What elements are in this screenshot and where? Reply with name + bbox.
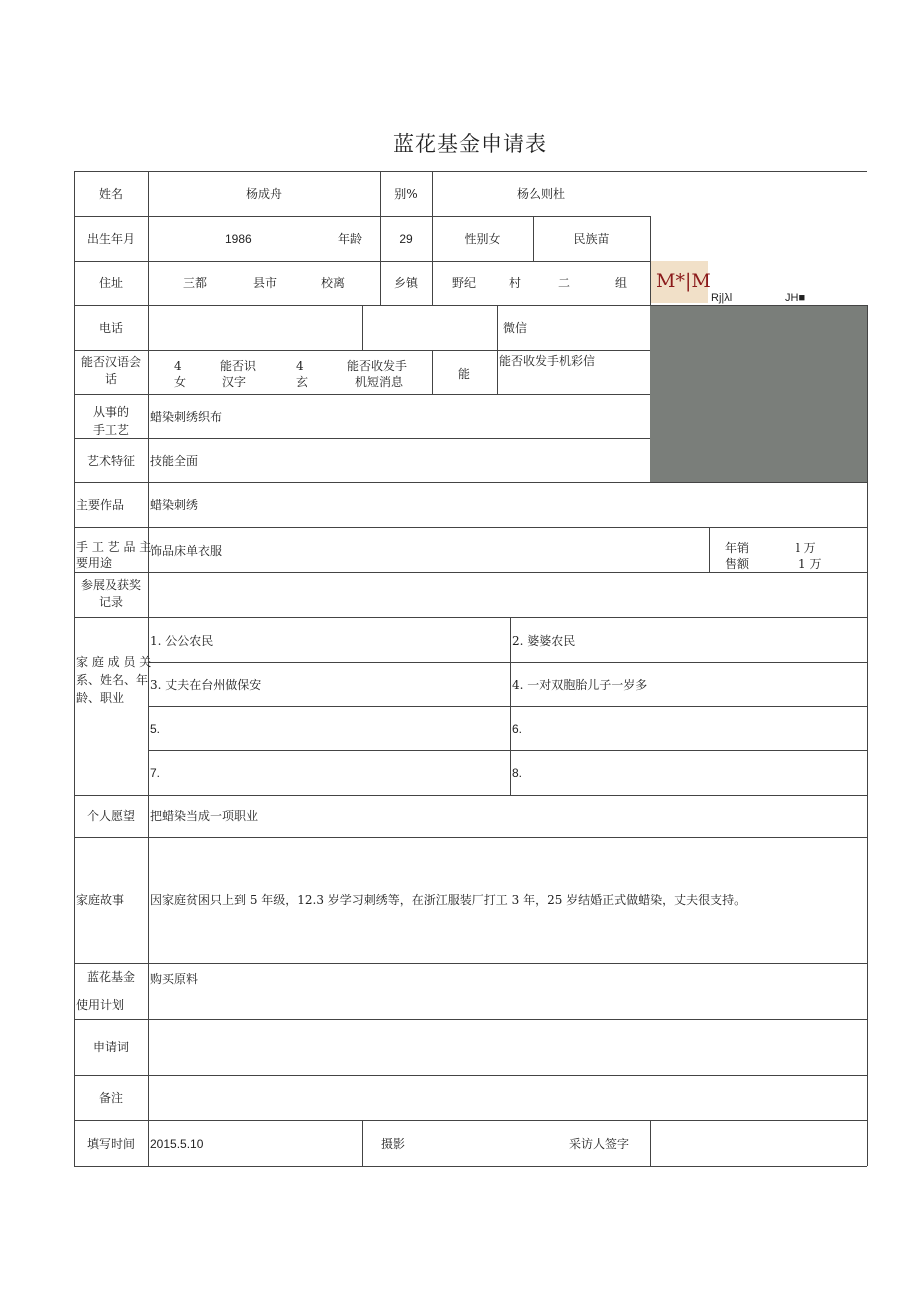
sales-label-2: 售额	[725, 557, 750, 571]
grid-line	[709, 527, 710, 572]
craft-label-1: 从事的	[92, 405, 129, 419]
grid-line	[74, 216, 650, 217]
gender-value: 杨么则杜	[516, 187, 565, 201]
address-group-unit: 组	[615, 276, 628, 290]
age-label: 年龄	[338, 232, 363, 246]
grid-line	[510, 617, 511, 795]
photo-placeholder	[650, 306, 867, 482]
sales-label-1: 年销	[725, 541, 750, 555]
sign-label: 采访人签字	[569, 1137, 630, 1151]
grid-line	[432, 350, 433, 394]
family-label-1: 家 庭 成 员 关	[76, 655, 152, 669]
family-member-7: 7.	[150, 766, 161, 780]
lang-e: 能	[458, 367, 471, 381]
grid-line	[74, 963, 867, 964]
usage-label-1: 手 工 艺 品 主	[76, 540, 152, 554]
story-value: 因家庭贫困只上到 5 年级，12.3 岁学习刺绣等，在浙江服装厂打工 3 年，25 岁结婚正式做蜡染，丈夫很支持。	[150, 893, 747, 907]
address-county-unit: 县市	[253, 276, 278, 290]
grid-line	[74, 1075, 867, 1076]
age-value: 29	[399, 232, 413, 246]
apply-label: 申请词	[92, 1040, 129, 1054]
lang-f: 能否收发手机彩信	[499, 354, 596, 368]
date-value: 2015.5.10	[150, 1137, 204, 1151]
fund-label-1: 蓝花基金	[86, 970, 135, 984]
grid-line	[650, 216, 651, 305]
lang-b1: 能否识	[220, 359, 257, 373]
lang-label-1: 能否汉语会	[80, 355, 141, 369]
family-label-3: 龄、职业	[76, 691, 125, 705]
family-member-8: 8.	[512, 766, 523, 780]
birth-value: 1986	[225, 232, 252, 246]
grid-line	[74, 1019, 867, 1020]
stamp-sub-2: JH■	[785, 292, 806, 304]
art-label: 艺术特征	[86, 454, 135, 468]
family-member-3: 3. 丈夫在台州做保安	[150, 678, 262, 692]
story-label: 家庭故事	[76, 893, 125, 907]
fund-label-2: 使用计划	[76, 998, 125, 1012]
family-member-2: 2. 婆婆农民	[512, 634, 576, 648]
grid-line	[74, 171, 867, 172]
sales-value-2: 1 万	[798, 557, 822, 571]
grid-line	[650, 1120, 651, 1166]
family-member-4: 4. 一对双胞胎儿子一岁多	[512, 678, 648, 692]
craft-label-2: 手工艺	[92, 423, 129, 437]
lang-label-2: 话	[104, 372, 117, 386]
name-label: 姓名	[98, 187, 123, 201]
family-member-1: 1. 公公农民	[150, 634, 214, 648]
usage-value: 饰品床单衣服	[150, 544, 223, 558]
note-label: 备注	[98, 1091, 123, 1105]
grid-line	[74, 350, 650, 351]
usage-label-2: 要用途	[76, 556, 113, 570]
art-value: 技能全面	[150, 454, 199, 468]
grid-line	[74, 261, 650, 262]
date-label: 填写时间	[86, 1137, 135, 1151]
grid-line	[74, 482, 867, 483]
sales-value-1: l 万	[796, 541, 816, 555]
address-label: 住址	[98, 276, 123, 290]
lang-c1: 4	[296, 359, 304, 373]
address-village-name: 野纪	[452, 276, 477, 290]
grid-line	[74, 617, 867, 618]
stamp-text: M*|M	[656, 270, 711, 292]
works-value: 蜡染刺绣	[150, 498, 199, 512]
gender-field: 性别女	[464, 232, 501, 246]
awards-label-1: 参展及获奖	[80, 578, 141, 592]
grid-line	[362, 1120, 363, 1166]
ethnicity-field: 民族苗	[573, 232, 610, 246]
address-town-unit: 乡镇	[393, 276, 418, 290]
grid-line	[148, 706, 867, 707]
craft-value: 蜡染刺绣织布	[150, 410, 223, 424]
stamp-sub-1: Rj|λl	[711, 292, 733, 304]
awards-label-2: 记录	[98, 595, 123, 609]
wechat-label: 微信	[503, 321, 528, 335]
address-town-name: 校离	[321, 276, 346, 290]
family-member-6: 6.	[512, 722, 523, 736]
fund-value: 购买原料	[150, 972, 199, 986]
gender-label: 别%	[394, 187, 418, 201]
address-group-name: 二	[558, 276, 571, 290]
grid-line	[74, 572, 867, 573]
grid-line	[74, 305, 867, 306]
lang-d1: 能否收发手	[347, 359, 408, 373]
grid-line	[74, 1166, 867, 1167]
grid-line	[362, 305, 363, 350]
grid-line	[74, 438, 650, 439]
name-value: 杨成舟	[245, 187, 282, 201]
grid-line	[74, 795, 867, 796]
lang-a1: 4	[174, 359, 182, 373]
page-title: 蓝花基金申请表	[393, 132, 547, 156]
address-village-unit: 村	[509, 276, 522, 290]
lang-c2: 玄	[296, 375, 309, 389]
lang-a2: 女	[174, 375, 187, 389]
works-label: 主要作品	[76, 498, 125, 512]
grid-line	[497, 305, 498, 394]
grid-line	[74, 527, 867, 528]
grid-line	[867, 305, 868, 1166]
wish-value: 把蜡染当成一项职业	[150, 809, 259, 823]
grid-line	[74, 837, 867, 838]
grid-line	[74, 1120, 867, 1121]
address-county-name: 三都	[183, 276, 208, 290]
grid-line	[148, 750, 867, 751]
lang-d2: 机短消息	[355, 375, 404, 389]
photo-label: 摄影	[381, 1137, 406, 1151]
family-label-2: 系、姓名、年	[76, 673, 149, 687]
grid-line	[74, 394, 650, 395]
lang-b2: 汉字	[222, 375, 247, 389]
family-member-5: 5.	[150, 722, 161, 736]
birth-label: 出生年月	[86, 232, 135, 246]
phone-label: 电话	[98, 321, 123, 335]
grid-line	[148, 662, 867, 663]
wish-label: 个人愿望	[86, 809, 135, 823]
